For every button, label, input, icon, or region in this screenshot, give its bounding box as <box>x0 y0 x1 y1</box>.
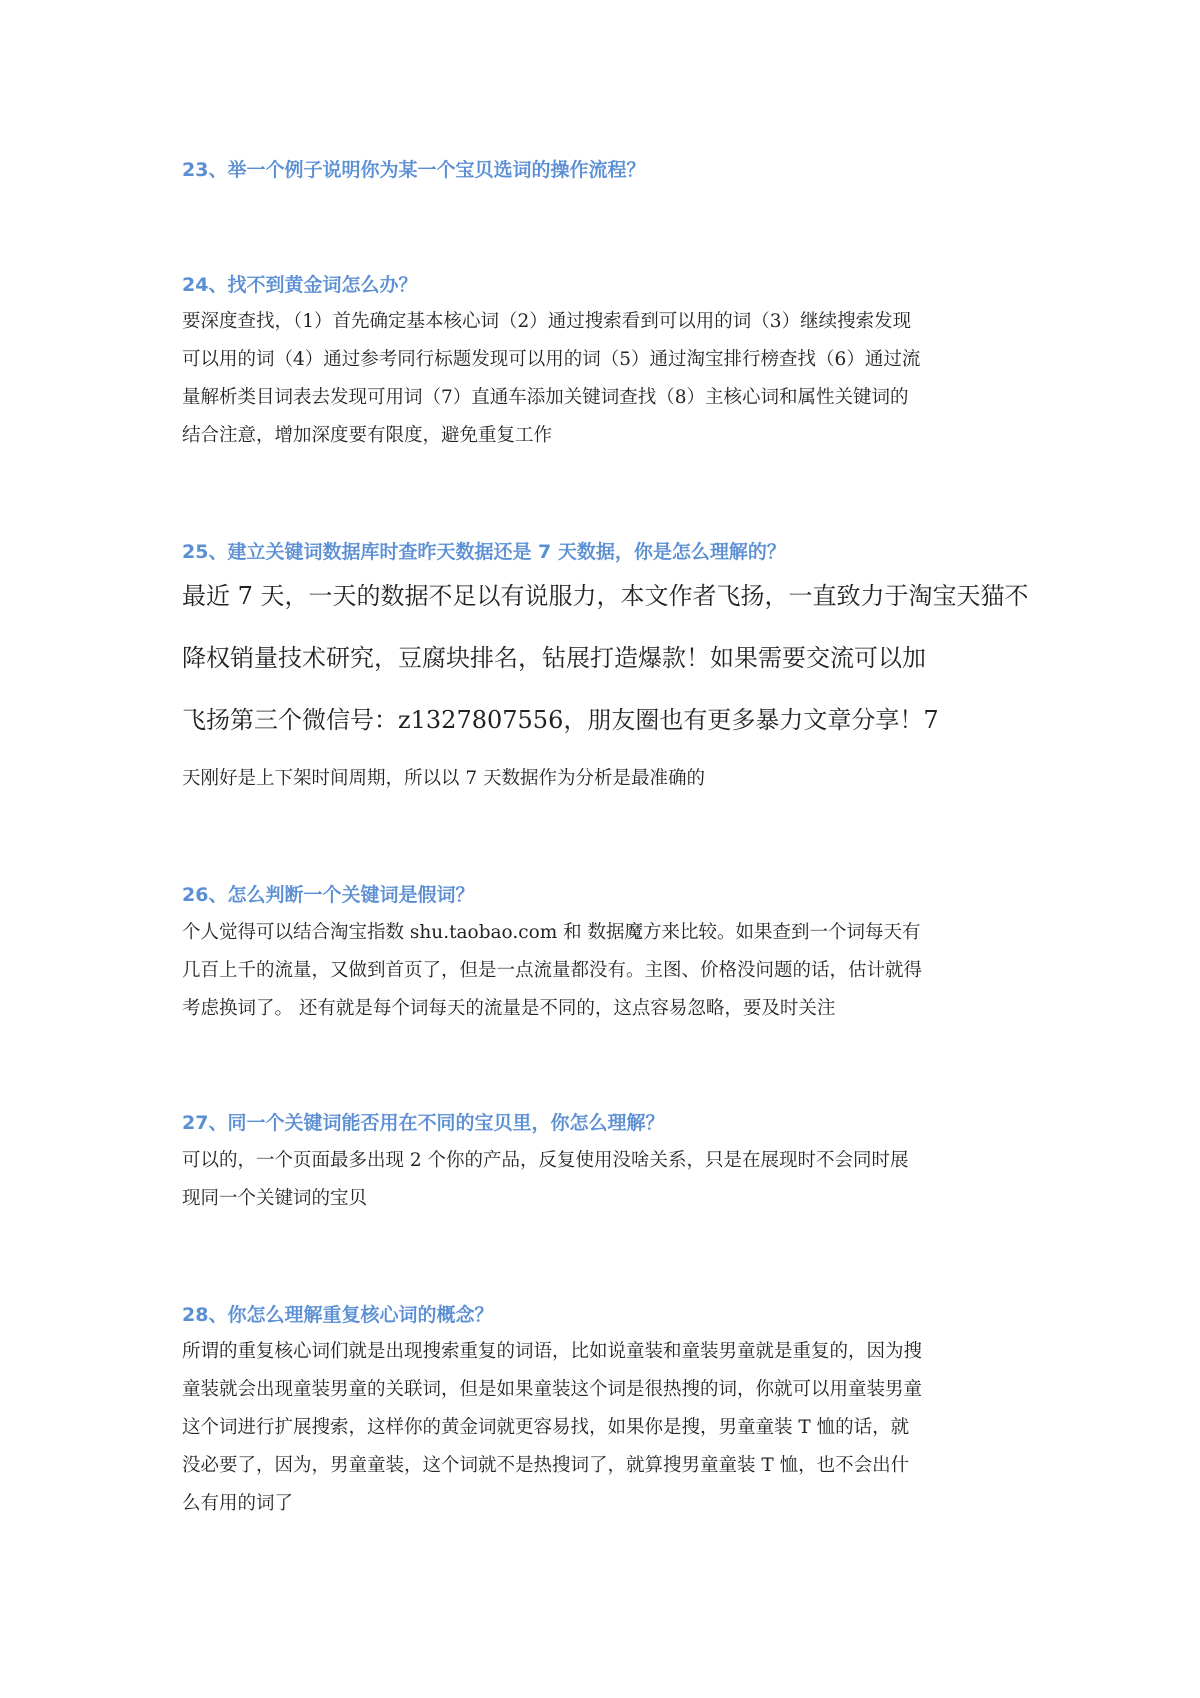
answer-26 <box>182 914 1042 1028</box>
question-24: 24、找不到黄金词怎么办？ <box>182 274 418 296</box>
question-28: 28、你怎么理解重复核心词的概念？ <box>182 1304 494 1326</box>
answer-25 <box>182 760 1042 798</box>
answer-24-line: 量解析类目词表去发现可用词（7）直通车添加关键词查找（8）主核心词和属性关键词的 <box>182 387 909 408</box>
answer-28-line: 这个词进行扩展搜索，这样你的黄金词就更容易找，如果你是搜，男童童装 T 恤的话，就 <box>182 1417 910 1438</box>
answer-25-promo <box>182 565 1042 751</box>
question-25: 25、建立关键词数据库时查昨天数据还是 7 天数据，你是怎么理解的？ <box>182 541 786 563</box>
answer-27-line: 现同一个关键词的宝贝 <box>182 1188 368 1209</box>
answer-25-line: 天刚好是上下架时间周期，所以以 7 天数据作为分析是最准确的 <box>182 768 706 789</box>
question-26: 26、怎么判断一个关键词是假词？ <box>182 884 475 906</box>
answer-27-line: 可以的，一个页面最多出现 2 个你的产品，反复使用没啥关系，只是在展现时不会同时展 <box>182 1150 909 1171</box>
answer-24-line: 可以用的词（4）通过参考同行标题发现可以用的词（5）通过淘宝排行榜查找（6）通过流 <box>182 349 921 370</box>
answer-26-line: 个人觉得可以结合淘宝指数 shu.taobao.com 和 数据魔方来比较。如果查到一个词每天有 <box>182 922 921 943</box>
answer-28 <box>182 1333 1042 1523</box>
answer-24-line: 要深度查找，（1）首先确定基本核心词（2）通过搜索看到可以用的词（3）继续搜索发现 <box>182 311 912 332</box>
answer-26-line: 几百上千的流量，又做到首页了，但是一点流量都没有。主图、价格没问题的话，估计就得 <box>182 960 923 981</box>
answer-28-line: 童装就会出现童装男童的关联词，但是如果童装这个词是很热搜的词，你就可以用童装男童 <box>182 1379 923 1400</box>
answer-26-line: 考虑换词了。 还有就是每个词每天的流量是不同的，这点容易忽略，要及时关注 <box>182 998 836 1019</box>
answer-28-line: 没必要了，因为，男童童装，这个词就不是热搜词了，就算搜男童童装 T 恤，也不会出什 <box>182 1455 910 1476</box>
answer-24 <box>182 303 1042 455</box>
answer-25-big-line: 降权销量技术研究，豆腐块排名，钻展打造爆款！如果需要交流可以加 <box>182 644 926 672</box>
question-23: 23、举一个例子说明你为某一个宝贝选词的操作流程？ <box>182 159 646 181</box>
answer-28-line: 么有用的词了 <box>182 1493 294 1514</box>
answer-25-big-line: 最近 7 天，一天的数据不足以有说服力，本文作者飞扬，一直致力于淘宝天猫不 <box>182 582 1029 610</box>
answer-25-big-line: 飞扬第三个微信号：z1327807556，朋友圈也有更多暴力文章分享！7 <box>182 706 939 734</box>
answer-24-line: 结合注意，增加深度要有限度，避免重复工作 <box>182 425 553 446</box>
answer-27 <box>182 1142 1042 1218</box>
answer-28-line: 所谓的重复核心词们就是出现搜索重复的词语，比如说童装和童装男童就是重复的，因为搜 <box>182 1341 923 1362</box>
question-27: 27、同一个关键词能否用在不同的宝贝里，你怎么理解？ <box>182 1112 665 1134</box>
